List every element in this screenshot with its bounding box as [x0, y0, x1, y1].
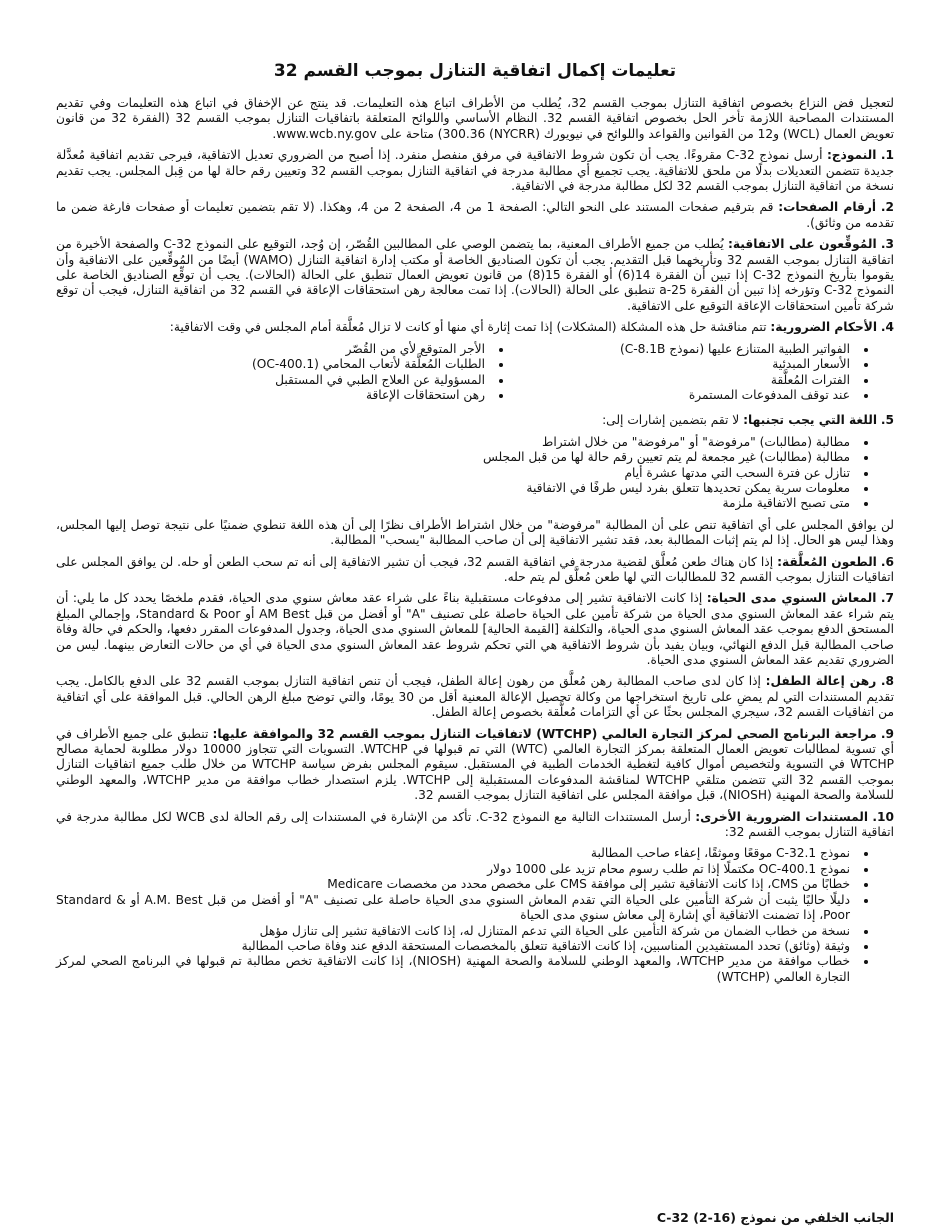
list-item: • تنازل عن فترة السحب التي مدتها عشرة أيام: [56, 466, 854, 481]
list-item: • معلومات سرية يمكن تحديدها تتعلق بفرد ليس طرفًا في الاتفاقية: [56, 481, 854, 496]
section-heading: النموذج:: [826, 148, 877, 163]
section-number: 6.: [880, 554, 895, 569]
section-number: 1.: [880, 148, 894, 163]
section-text: إذا كانت الاتفاقية تشير إلى مدفوعات مستقبلية بناءً على شراء عقد معاش سنوي مدى الحياة، فقدم ملخصًا يحدد كل ما يلي: أن يتم شراء عقد المعاش السنوي مدى الحياة من شركة تأمين على الحياة حاصلة على تصنيف "A" أو أفضل من قبل AM Best أو Standard & Poor، وإجمالي المبلغ المستحق الدفع بموجب عقد المعاش السنوي مدى الحياة، والتكلفة [القيمة الحالية] للمعاش السنوي مدى الحياة، وجدول المدفوعات المقرر دفعها، والحكم في حالة وفاة صاحب المطالبة قبل الدفع النهائي، وبيان يفيد بأن شروط الاتفاقية هي التي تحكم شروط عقد المعاش السنوي مدى الحياة في أي من حالات التعارض بينهما. ليس من الضروري تقديم عقد المعاش السنوي مدى الحياة.: [56, 591, 895, 667]
avoid-language-list: [56, 435, 894, 512]
list-item: • الطلبات المُعلَّقة لأتعاب المحامي (OC-400.1): [252, 357, 489, 372]
list-item: • نسخة من خطاب الضمان من شركة التأمين على الحياة التي تدعم المتنازل له، إذا كانت الاتفاقية تشير إلى تنازل مؤهل: [56, 924, 854, 939]
intro-paragraph: لتعجيل فض النزاع بخصوص اتفاقية التنازل بموجب القسم 32، يُطلب من الأطراف اتباع هذه التعليمات. قد ينتج عن الإخفاق في اتباع هذه التعليمات وفي تقديم المستندات المصاحبة اللازمة تأخر الحل بخصوص اتفاقية القسم 32. النظام الأساسي واللوائح المتعلقة باتفاقيات التنازل بموجب القسم 32 (الفقرة 32 من قانون تعويض العمال (WCL) و12 من القوانين والقواعد واللوائح في نيويورك (NYCRR) 300.36) متاحة على www.wcb.ny.gov.: [56, 96, 894, 141]
list-item: • خطابًا من CMS، إذا كانت الاتفاقية تشير إلى موافقة CMS على مخصص محدد من مخصصات Medicare: [56, 877, 854, 892]
section-heading: اللغة التي يجب تجنبها:: [743, 413, 877, 428]
required-provisions-lists: [56, 342, 894, 404]
section-text: قم بترقيم صفحات المستند على النحو التالي: الصفحة 1 من 4، الصفحة 2 من 4، وهكذا. (لا تقم بتضمين تعليمات أو صفحات فارغة ضمن ما تقدمه من وثائق).: [56, 200, 894, 230]
section-heading: رهن إعالة الطفل:: [765, 674, 877, 689]
list-item: • عند توقف المدفوعات المستمرة: [529, 388, 854, 403]
section-5: [56, 413, 894, 428]
section-heading: المُوقِّعون على الاتفاقية:: [728, 237, 877, 252]
section-4: [56, 320, 894, 335]
list-item: • الفترات المُعلَّقة: [529, 373, 854, 388]
section-7: [56, 591, 894, 668]
list-item: • خطاب موافقة من مدير WTCHP، والمعهد الوطني للسلامة والصحة المهنية (NIOSH)، إذا كانت الاتفاقية تخص مطالبة تم قبولها في البرنامج الصحي لمركز التجارة العالمي (WTCHP): [56, 954, 854, 985]
list-item: • رهن استحقاقات الإعاقة: [252, 388, 489, 403]
required-documents-list: [56, 846, 894, 985]
section-text: أرسل نموذج C-32 مقروءًا. يجب أن تكون شروط الاتفاقية في مرفق منفصل منفرد. إذا أصبح من الضروري تعديل الاتفاقية، فيرجى تقديم اتفاقية مُعدَّلة جديدة تتضمن التعديلات بدلًا من ملحق للاتفاقية. يجب تجميع أي مطالبة مدرجة في اتفاقية التنازل بموجب القسم 32 وتعيين رقم حالة لها من قِبل المجلس. يجب تقديم نسخة من اتفاقية التنازل بموجب القسم 32 لكل مطالبة مدرجة في الاتفاقية.: [56, 148, 894, 194]
list-item: • مطالبة (مطالبات) غير مجمعة لم يتم تعيين رقم حالة لها من قبل المجلس: [56, 450, 854, 465]
section-heading: الطعون المُعلَّقة:: [777, 554, 877, 569]
section-6: [56, 555, 894, 586]
section-heading: الأحكام الضرورية:: [770, 320, 877, 335]
section-text: أرسل المستندات التالية مع النموذج C-32. تأكد من الإشارة في المستندات إلى رقم الحالة لدى WCB لكل مطالبة مدرجة في اتفاقية التنازل بموجب القسم 32:: [56, 809, 894, 840]
instructions-page: [56, 52, 894, 991]
section-text: تتم مناقشة حل هذه المشكلة (المشكلات) إذا تمت إثارة أي منها أو كانت لا تزال مُعلَّقة أمام المجلس في وقت الاتفاقية:: [169, 320, 771, 335]
section-text: إذا كان لدى صاحب المطالبة رهن مُعلَّق من رهون إعالة الطفل، فيجب أن تنص اتفاقية التنازل بموجب القسم 32 على الدفع بالكامل. يجب تقديم المستندات التي لم يمضِ على تاريخ استخراجها من وكالة تحصيل الإعالة المعنية أقل من 30 يومًا، والتي توضح مبلغ الرهن الحالي. قبل الموافقة على أي اتفاقية من اتفاقيات القسم 32، سيجري المجلس بحثًا عن أي التزامات مُعلَّقة بخصوص إعالة الطفل.: [56, 674, 894, 720]
list-item: • الأسعار المبدئية: [529, 357, 854, 372]
section-2: [56, 200, 894, 231]
section-number: 4.: [880, 320, 894, 335]
list-item: • مطالبة (مطالبات) "مرفوضة" أو "مرفوضة" من خلال اشتراط: [56, 435, 854, 450]
section-number: 2.: [880, 200, 894, 215]
section-number: 9.: [880, 726, 895, 741]
section-heading: مراجعة البرنامج الصحي لمركز التجارة العالمي (WTCHP) لاتفاقيات التنازل بموجب القسم 32 والموافقة عليها:: [212, 726, 877, 741]
section-5-note: لن يوافق المجلس على أي اتفاقية تنص على أن المطالبة "مرفوضة" من خلال اشتراط الأطراف نظرًا إلى أن هذه اللغة تنطوي ضمنيًا على نتيجة توصل إليها المجلس، وهذا ليس هو الحال. إذا لم يتم إثبات المطالبة بعد، فقد تشير الاتفاقية إلى أن صاحب المطالبة "يسحب" المطالبة.: [56, 517, 894, 548]
list-item: • متى تصبح الاتفاقية ملزمة: [56, 496, 854, 511]
section-3: [56, 237, 894, 314]
section-number: 5.: [880, 413, 894, 428]
list-item: • الأجر المتوقع لأي من القُصّر: [252, 342, 489, 357]
list-item: • دليلًا حاليًا يثبت أن شركة التأمين على الحياة التي تقدم المعاش السنوي مدى الحياة حاصلة على تصنيف "A" أو أفضل من قبل A.M. Best أو Standard & Poor، إذا تضمنت الاتفاقية أي إشارة إلى معاش سنوي مدى الحياة: [56, 893, 854, 924]
section-8: [56, 674, 894, 720]
section-number: 8.: [880, 674, 894, 689]
provisions-list-right: [529, 342, 894, 404]
section-text: تنطبق على جميع الأطراف في أي تسوية لمطالبات تعويض العمال المتعلقة بمركز التجارة العالمي (WTC) التي تم قبولها في WTCHP. التسويات التي تتجاوز 10000 دولار مطلوبة لحماية مصالح WTCHP في التسوية ولتخصيص أموال كافية لتغطية الخدمات الطبية في المستقبل. سيقوم المجلس بفرض سياسة WTCHP من خلال طلب جميع اتفاقيات التنازل بموجب القسم 32 التي تتضمن متلقي WTCHP لمناقشة المدفوعات المستقبلية إلى WTCHP. يلزم استصدار خطاب موافقة من مدير WTCHP، والمعهد الوطني للسلامة والصحة المهنية (NIOSH)، قبل موافقة المجلس على اتفاقية التنازل بموجب القسم 32.: [56, 726, 894, 803]
section-number: 3.: [880, 237, 894, 252]
section-heading: أرقام الصفحات:: [778, 200, 877, 215]
section-heading: المستندات الضرورية الأخرى:: [695, 809, 869, 824]
section-heading: المعاش السنوي مدى الحياة:: [706, 591, 877, 606]
section-text: لا تقم بتضمين إشارات إلى:: [602, 413, 744, 428]
list-item: • وثيقة (وثائق) تحدد المستفيدين المناسبين، إذا كانت الاتفاقية تتعلق بالمخصصات المستحقة الدفع عند وفاة صاحب المطالبة: [56, 939, 854, 954]
section-text: يُطلب من جميع الأطراف المعنية، بما يتضمن الوصي على المطالبين القُصّر، إن وُجد، التوقيع على النموذج C-32 والصفحة الأخيرة من اتفاقية التنازل بموجب القسم 32 وتأريخهما قبل التقديم. يجب أن تكون الصناديق الخاصة أو مكتب إدارة اتفاقية التنازل (WAMO) أيضًا من المُوقِّعين على الاتفاقية وأن يقوموا بتأريخ النموذج C-32 إذا تبين أن الفقرة 14(6) أو الفقرة 15(8) من قانون تعويض العمال تنطبق على الحالة (الحالات). يجب أن توقِّع الصناديق الخاصة على النموذج C-32 وتؤرخه إذا تبين أن الفقرة 25-a تنطبق على الحالة (الحالات). إذا تمت معالجة رهن استحقاقات الإعاقة في القسم 32 من اتفاقية التنازل، فيجب أن توقع شركة تأمين استحقاقات الإعاقة التوقيع على الاتفاقية.: [56, 237, 894, 313]
list-item: • نموذج OC-400.1 مكتملًا إذا تم طلب رسوم محام تزيد على 1000 دولار: [56, 862, 854, 877]
section-text: إذا كان هناك طعن مُعلَّق لقضية مدرجة في اتفاقية القسم 32، فيجب أن تشير الاتفاقية إلى أنه تم سحب الطعن أو حله. لن يوافق المجلس على اتفاقيات التنازل بموجب القسم 32 للمطالبات التي لها طعن مُعلَّق لم يتم حله.: [56, 554, 894, 584]
section-9: [56, 727, 894, 804]
section-number: 10.: [872, 809, 895, 824]
section-10: [56, 810, 894, 841]
provisions-list-left: [252, 342, 529, 404]
section-number: 7.: [880, 591, 895, 606]
page-title: تعليمات إكمال اتفاقية التنازل بموجب القسم 32: [273, 61, 677, 81]
section-1: [56, 148, 894, 194]
list-item: • نموذج C-32.1 موقعًا وموثقًا، إعفاء صاحب المطالبة: [56, 846, 854, 861]
form-footer: الجانب الخلفي من نموذج C-32 (2-16): [656, 1210, 894, 1225]
list-item: • الفواتير الطبية المتنازع عليها (نموذج C-8.1B): [529, 342, 854, 357]
list-item: • المسؤولية عن العلاج الطبي في المستقبل: [252, 373, 489, 388]
